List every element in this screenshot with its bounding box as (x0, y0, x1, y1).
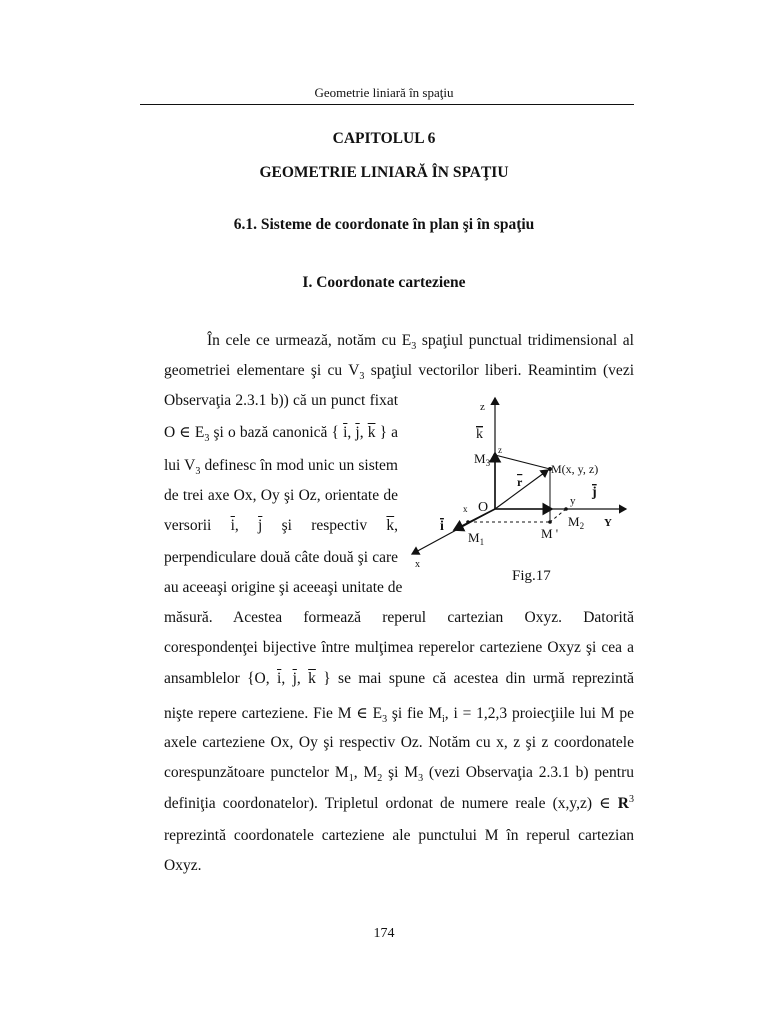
m-label: M(x, y, z) (551, 462, 599, 476)
section-title: 6.1. Sisteme de coordonate în plan şi în spaţiu (233, 216, 535, 233)
m1-label: $M_1$ (468, 530, 485, 547)
text-line-12: ansamblelor {O, $\overline{i}$, $\overline{j}$, $\overline{k}$ } se mai spune că acestea din urmă reprezintă (164, 670, 635, 687)
line-m3-m (495, 455, 550, 469)
header-rule (140, 104, 634, 105)
text-line-10: măsură. Acestea formează reperul cartezian Oxyz. Datorită (164, 609, 634, 626)
text-line-18: Oxyz. (164, 857, 202, 874)
i-label: i (440, 519, 444, 534)
vector-i (454, 509, 495, 530)
text-line-6: de trei axe Ox, Oy şi Oz, orientate de (164, 487, 398, 504)
chapter-number: CAPITOLUL 6 (332, 130, 436, 147)
text-line-17: reprezintă coordonatele carteziene ale punctului M în reperul cartezian (164, 827, 634, 844)
j-label: j (592, 485, 597, 500)
origin-label: O (478, 500, 489, 515)
m3-label: $M_3$ (474, 451, 491, 468)
text-line-13: nişte repere carteziene. Fie M ∈ $E_3$ şi fie $M_i$, i = 1,2,3 proiecţiile lui M pe (164, 705, 635, 726)
text-line-5: lui $V_3$ definesc în mod unic un sistem (164, 457, 398, 478)
text-line-11: corespondenţei bijective între mulţimea reperelor carteziene Oxyz şi cea a (164, 639, 634, 656)
text-line-1: În cele ce urmează, notăm cu $E_3$ spaţiul punctual tridimensional al (207, 332, 634, 353)
coordinate-system-figure (408, 384, 630, 590)
point-m2 (564, 507, 568, 511)
figure-caption: Fig.17 (512, 568, 551, 584)
text-line-4: O ∈ $E_3$ şi o bază canonică { $\overline{i}$, $\overline{j}$, $\overline{k}$ } a (164, 424, 399, 445)
text-line-15: corespunzătoare punctelor $M_1$, $M_2$ şi $M_3$ (vezi Observaţia 2.3.1 b) pentru (164, 764, 634, 785)
text-line-3: Observaţia 2.3.1 b)) că un punct fixat (164, 392, 398, 409)
text-line-7: versorii $\overline{i}$, $\overline{j}$ şi respectiv $\overline{k}$, (164, 517, 399, 534)
running-header: Geometrie liniară în spaţiu (314, 85, 454, 100)
x-coord-label: x (463, 504, 468, 514)
page-number: 174 (373, 926, 395, 941)
y-axis-label: Y (604, 517, 612, 529)
r-label: r (517, 475, 523, 489)
subsection-title: I. Coordonate carteziene (302, 274, 466, 291)
line-m2-mprime (550, 509, 566, 522)
y-coord-label: y (570, 495, 576, 507)
x-axis-label: x (415, 559, 420, 570)
text-line-9: au aceeaşi origine şi aceeaşi unitate de (164, 579, 403, 596)
text-line-8: perpendiculare două câte două şi care (164, 549, 398, 566)
point-m1 (466, 520, 470, 524)
m2-label: $M_2$ (568, 514, 585, 531)
text-line-14: axele carteziene Ox, Oy şi respectiv Oz. Notăm cu x, z şi z coordonatele (164, 734, 634, 751)
text-line-2: geometriei elementare şi cu $V_3$ spaţiul vectorilor liberi. Reamintim (vezi (164, 362, 635, 383)
z-coord-label: z (498, 445, 502, 455)
point-mprime (548, 520, 552, 524)
k-label: k (476, 427, 483, 442)
chapter-title: GEOMETRIE LINIARĂ ÎN SPAŢIU (259, 164, 509, 181)
z-axis-label: z (480, 401, 485, 413)
text-line-16: definiţia coordonatelor). Tripletul ordonat de numere reale (x,y,z) ∈ $R^3$ (164, 794, 634, 813)
point-m3 (493, 453, 497, 457)
mprime-label: M ' (541, 526, 559, 541)
